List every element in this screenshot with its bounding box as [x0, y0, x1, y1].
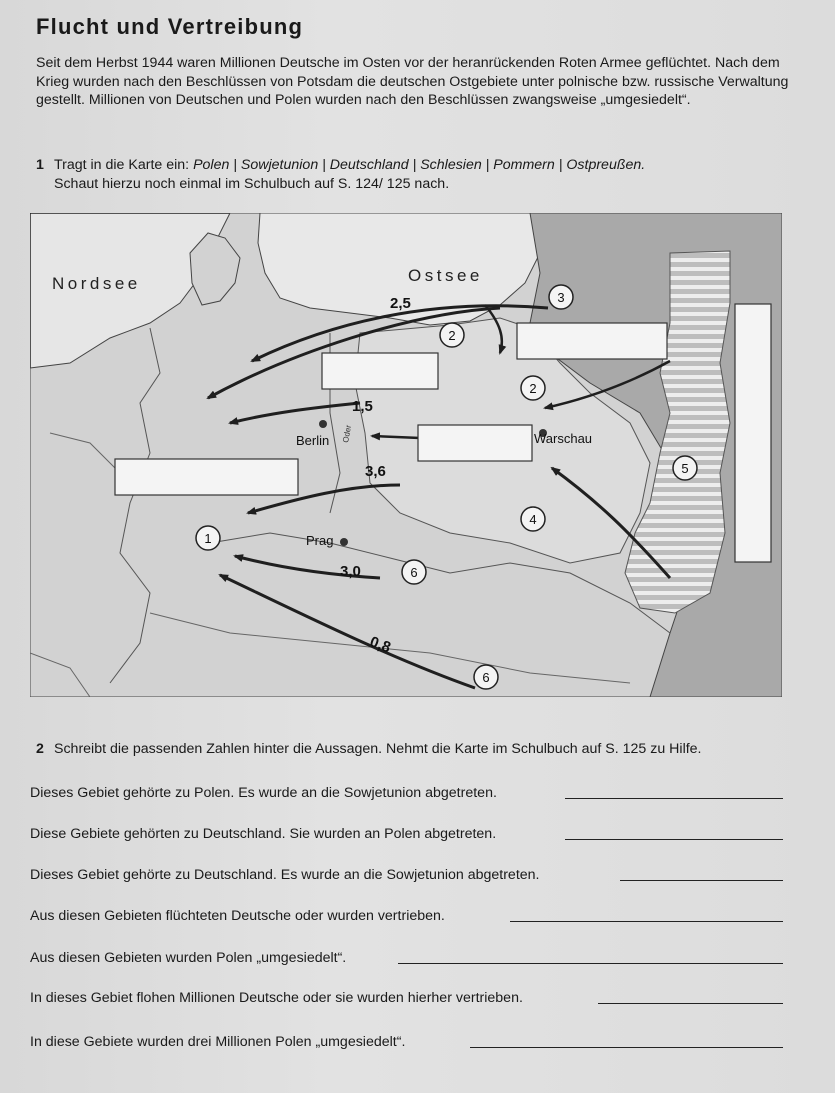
statement: Diese Gebiete gehörten zu Deutschland. Sie wurden an Polen abgetreten. [30, 826, 497, 842]
marker-number: 6 [410, 565, 418, 580]
marker-circle [474, 665, 498, 689]
answer-box[interactable] [322, 353, 438, 389]
task-1-prefix: Tragt in die Karte ein: [54, 157, 194, 173]
answer-box[interactable] [517, 323, 667, 359]
statement: Aus diesen Gebieten flüchteten Deutsche oder wurden vertrieben. [30, 908, 445, 924]
answer-line[interactable] [470, 1046, 783, 1048]
answer-box[interactable] [735, 304, 771, 562]
answer-line[interactable] [398, 962, 783, 964]
marker-circle [521, 376, 545, 400]
statement: In diese Gebiete wurden drei Millionen Polen „umgesiedelt“. [30, 1034, 406, 1050]
label-nordsee: Nordsee [52, 274, 141, 293]
intro-text: Seit dem Herbst 1944 waren Millionen Deutsche im Osten vor der heranrückenden Roten Armee geflüchtet. Nach dem Krieg wurden nach den Beschlüssen von Potsdam die deutschen Ostgebiete unter polnische bzw. russische Verwaltung gestellt. Millionen von Deutschen und Polen wurden nach den Beschlüssen zwangsweise „umgesiedelt“. [36, 55, 789, 108]
page-title: Flucht und Vertreibung [36, 14, 304, 39]
city-dot-berlin [319, 420, 327, 428]
task-1 [36, 156, 645, 194]
marker-circle [440, 323, 464, 347]
city-label-prag: Prag [306, 533, 334, 548]
answer-line[interactable] [620, 879, 783, 881]
marker-circle [549, 285, 573, 309]
statement: In dieses Gebiet flohen Millionen Deutsche oder sie wurden hierher vertrieben. [30, 990, 523, 1006]
task-1-line2: Schaut hierzu noch einmal im Schulbuch auf S. 124/ 125 nach. [54, 176, 450, 192]
flow-value: 2,5 [390, 295, 411, 312]
marker-circle [673, 456, 697, 480]
marker-number: 6 [482, 670, 490, 685]
flow-value: 3,6 [365, 463, 386, 480]
city-label-warschau: Warschau [534, 431, 593, 446]
answer-line[interactable] [510, 920, 783, 922]
city-dot-prag [340, 538, 348, 546]
statement: Dieses Gebiet gehörte zu Deutschland. Es wurde an die Sowjetunion abgetreten. [30, 867, 540, 883]
answer-line[interactable] [598, 1002, 783, 1004]
flow-value: 1,5 [352, 398, 373, 415]
flow-value: 0,8 [367, 633, 393, 657]
marker-number: 3 [557, 290, 565, 305]
statement: Aus diesen Gebieten wurden Polen „umgesiedelt“. [30, 950, 347, 966]
marker-circle [196, 526, 220, 550]
marker-circle [521, 507, 545, 531]
task-2-instruction: Schreibt die passenden Zahlen hinter die Aussagen. Nehmt die Karte im Schulbuch auf S. 125 zu Hilfe. [54, 741, 702, 757]
flow-value: 3,0 [340, 563, 361, 580]
task-1-number: 1 [36, 157, 44, 173]
answer-box[interactable] [115, 459, 298, 495]
answer-box[interactable] [418, 425, 532, 461]
river-label-oder: Oder [341, 424, 354, 444]
label-ostsee: Ostsee [408, 266, 483, 285]
map [30, 213, 782, 697]
statement: Dieses Gebiet gehörte zu Polen. Es wurde an die Sowjetunion abgetreten. [30, 785, 497, 801]
marker-circle [402, 560, 426, 584]
task-1-terms: Polen | Sowjetunion | Deutschland | Schlesien | Pommern | Ostpreußen. [193, 157, 646, 173]
marker-number: 2 [529, 381, 537, 396]
marker-number: 1 [204, 531, 212, 546]
city-label-berlin: Berlin [296, 433, 330, 448]
task-2 [36, 741, 702, 757]
answer-line[interactable] [565, 797, 783, 799]
answer-line[interactable] [565, 838, 783, 840]
task-2-number: 2 [36, 741, 44, 757]
marker-number: 2 [448, 328, 456, 343]
marker-number: 4 [529, 512, 537, 527]
marker-number: 5 [681, 461, 689, 476]
